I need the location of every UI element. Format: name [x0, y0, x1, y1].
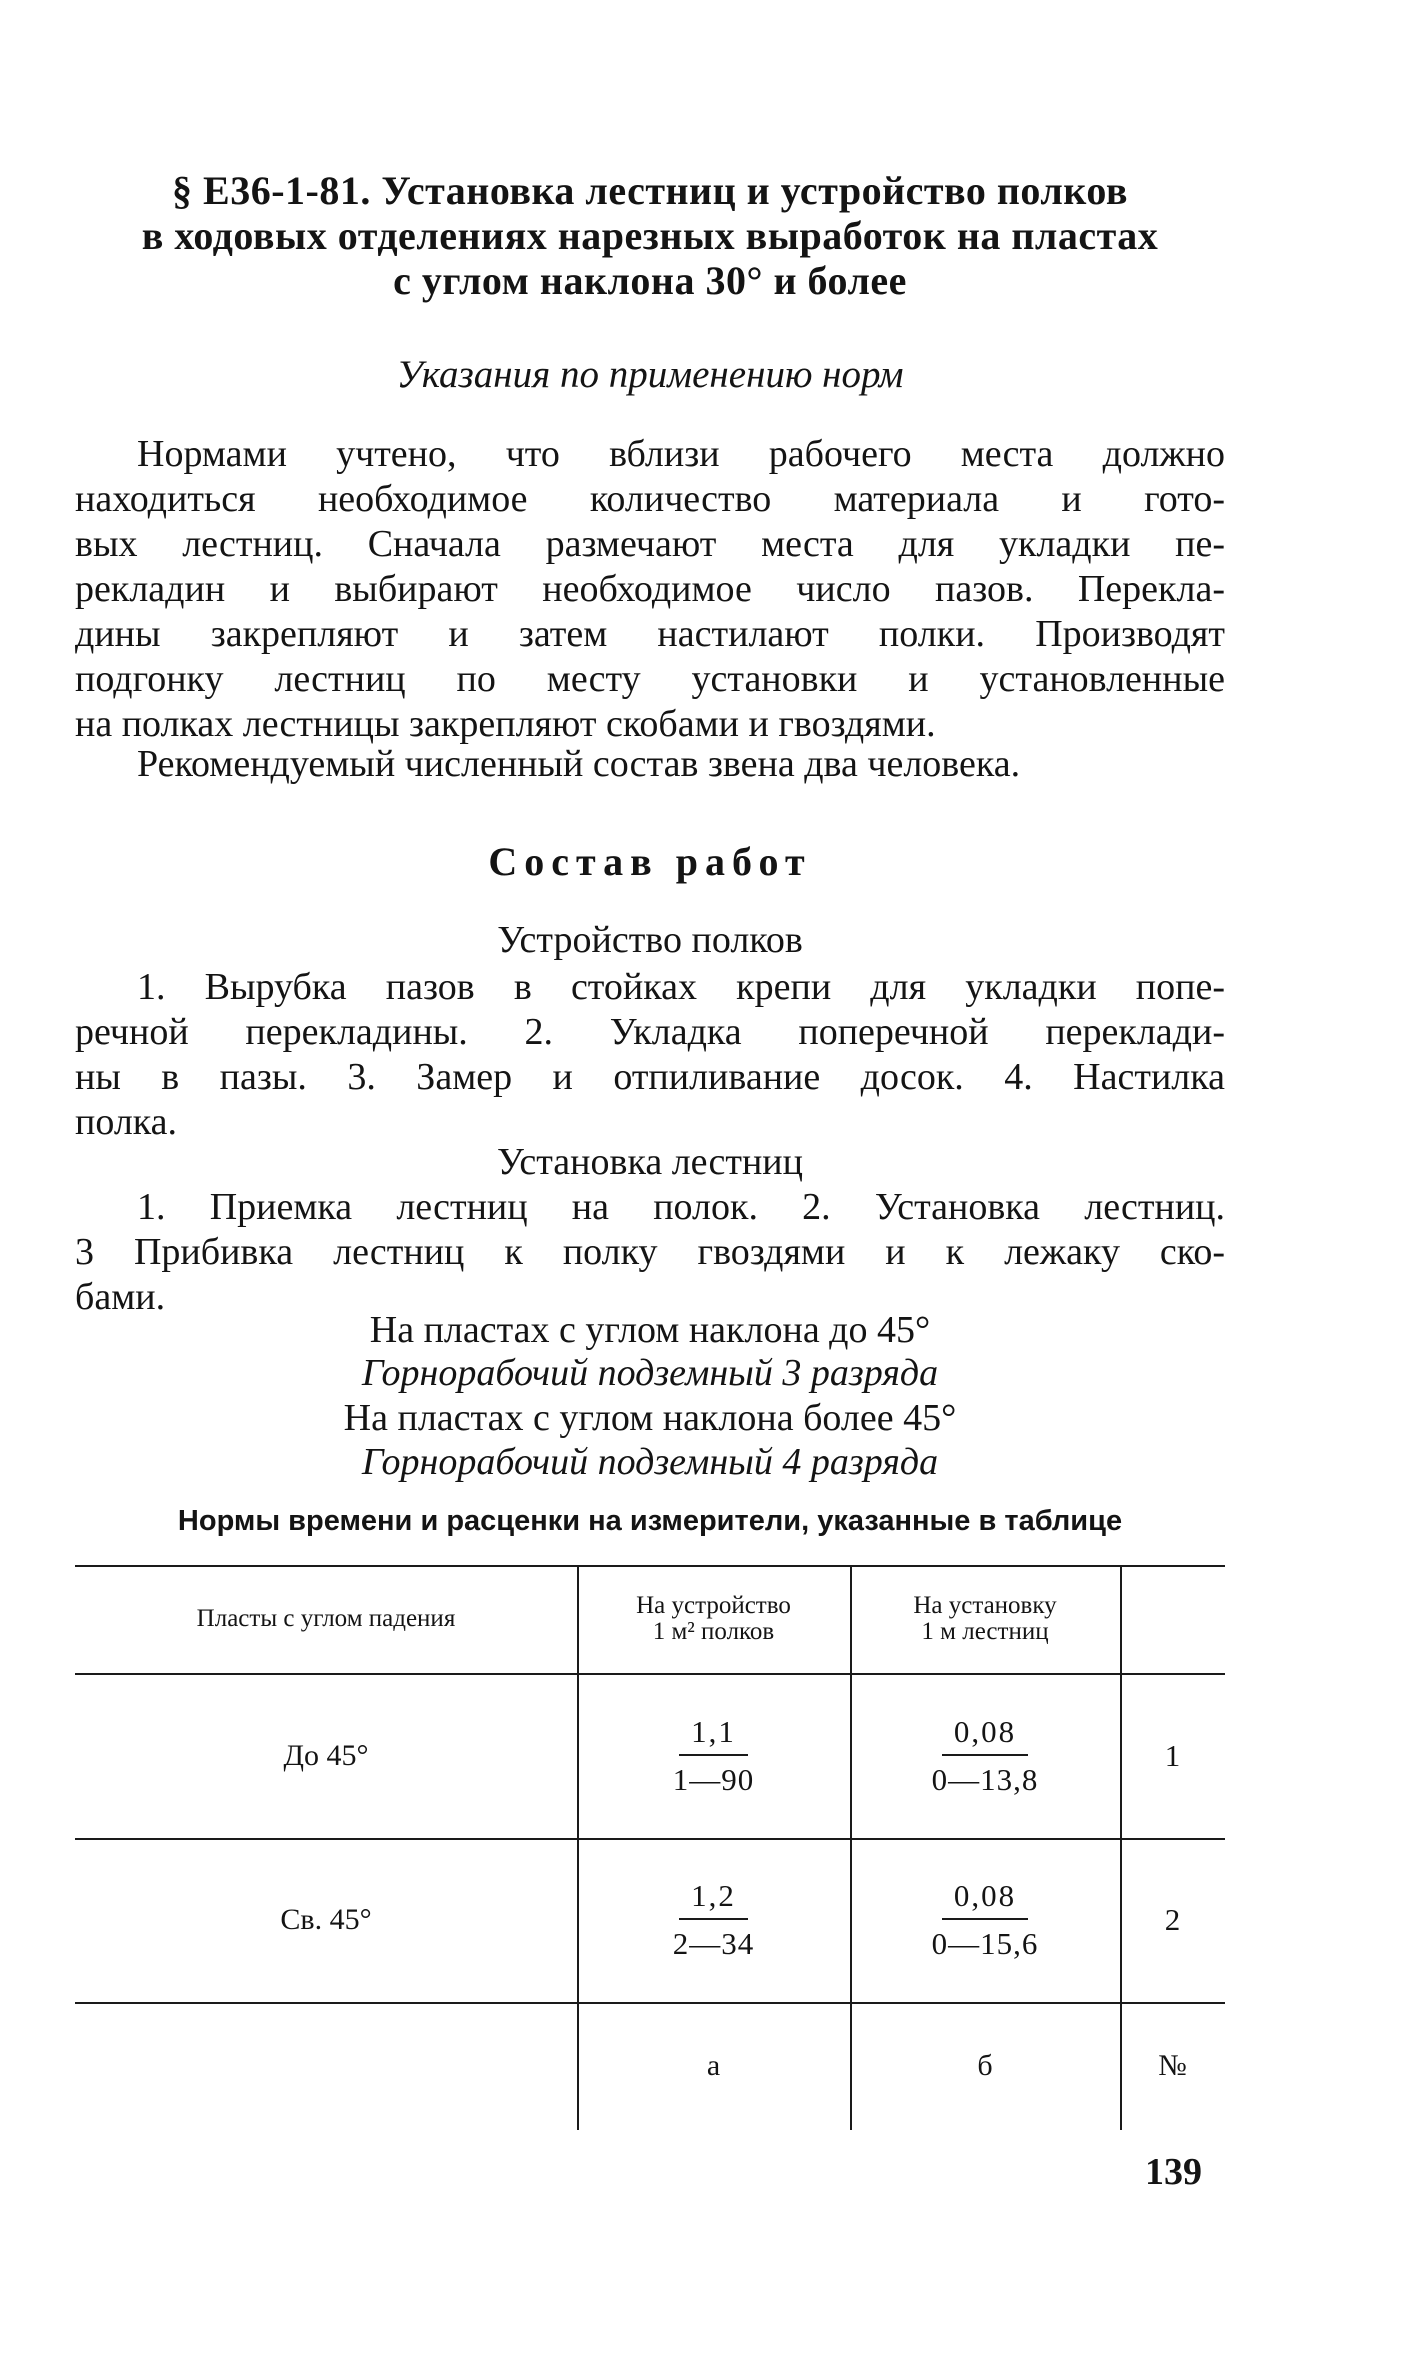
paragraph-line: ны в пазы. 3. Замер и отпиливание досок. 4. Настилка — [75, 1056, 1225, 1098]
paragraph-line: полка. — [75, 1101, 178, 1143]
paragraph-line: рекладин и выбирают необходимое число пазов. Перекла- — [75, 568, 1225, 610]
paragraph-line: подгонку лестниц по месту установки и установленные — [75, 658, 1225, 700]
paragraph-line: вых лестниц. Сначала размечают места для укладки пе- — [75, 523, 1225, 565]
guidelines-paragraph — [75, 432, 1225, 747]
shelves-subtitle: Устройство полков — [497, 919, 803, 961]
table-column-key-a: а — [706, 2049, 721, 2082]
table-row-label: Св. 45° — [280, 1903, 372, 1936]
table-cell-norm: $\frac{1,2}{2—34}$ — [672, 1878, 755, 1961]
paragraph-line: дины закрепляют и затем настилают полки. Производят — [75, 613, 1225, 655]
shelves-steps — [75, 965, 1225, 1145]
table-row-number: 2 — [1164, 1902, 1181, 1937]
condition-2: На пластах с углом наклона более 45° — [343, 1397, 957, 1439]
crew-paragraph — [75, 742, 1225, 787]
condition-1: На пластах с углом наклона до 45° — [369, 1309, 931, 1351]
ladders-steps — [75, 1185, 1225, 1320]
page-number: 139 — [1145, 2151, 1202, 2193]
table-cell-norm: $\frac{1,1}{1—90}$ — [672, 1713, 755, 1797]
worker-grade-1: Горнорабочий подземный 3 разряда — [361, 1352, 939, 1394]
table-row-label: До 45° — [283, 1738, 369, 1772]
table-header-ladders: На установку 1 м лестниц — [913, 1592, 1057, 1645]
ladders-subtitle: Установка лестниц — [497, 1141, 803, 1183]
paragraph-line: речной перекладины. 2. Укладка поперечной переклади- — [75, 1011, 1225, 1053]
heading-line-1: § Е36-1-81. Установка лестниц и устройство полков — [172, 168, 1128, 213]
paragraph-line: находиться необходимое количество материала и гото- — [75, 478, 1225, 520]
norms-table — [75, 1565, 1225, 2130]
heading-line-3: с углом наклона 30° и более — [393, 258, 907, 303]
table-row-number: 1 — [1164, 1737, 1181, 1773]
table-column-key-b: б — [977, 2049, 993, 2082]
paragraph-line: Нормами учтено, что вблизи рабочего места должно — [137, 433, 1225, 475]
table-cell-norm: $\frac{0,08}{0—15,6}$ — [931, 1878, 1039, 1961]
paragraph-line: Рекомендуемый численный состав звена два человека. — [137, 743, 1021, 785]
paragraph-line: на полках лестницы закрепляют скобами и гвоздями. — [75, 703, 936, 745]
norms-caption: Нормы времени и расценки на измерители, указанные в таблице — [177, 1505, 1123, 1537]
section-heading — [75, 168, 1225, 303]
worker-grade-2: Горнорабочий подземный 4 разряда — [361, 1441, 939, 1483]
work-composition-title: Состав работ — [488, 839, 812, 884]
paragraph-line: 1. Вырубка пазов в стойках крепи для укладки попе- — [137, 966, 1225, 1008]
paragraph-line: 1. Приемка лестниц на полок. 2. Установка лестниц. — [137, 1186, 1225, 1228]
paragraph-line: бами. — [75, 1276, 166, 1318]
table-column-key-number: № — [1158, 2049, 1187, 2082]
table-header-shelves: На устройство 1 м² полков — [636, 1592, 791, 1645]
table-header-seam-angle: Пласты с углом падения — [196, 1605, 456, 1632]
paragraph-line: 3 Прибивка лестниц к полку гвоздями и к лежаку ско- — [75, 1231, 1225, 1273]
table-cell-norm: $\frac{0,08}{0—13,8}$ — [931, 1713, 1039, 1797]
guidelines-title: Указания по применению норм — [396, 353, 904, 396]
heading-line-2: в ходовых отделениях нарезных выработок на пластах — [141, 213, 1159, 258]
